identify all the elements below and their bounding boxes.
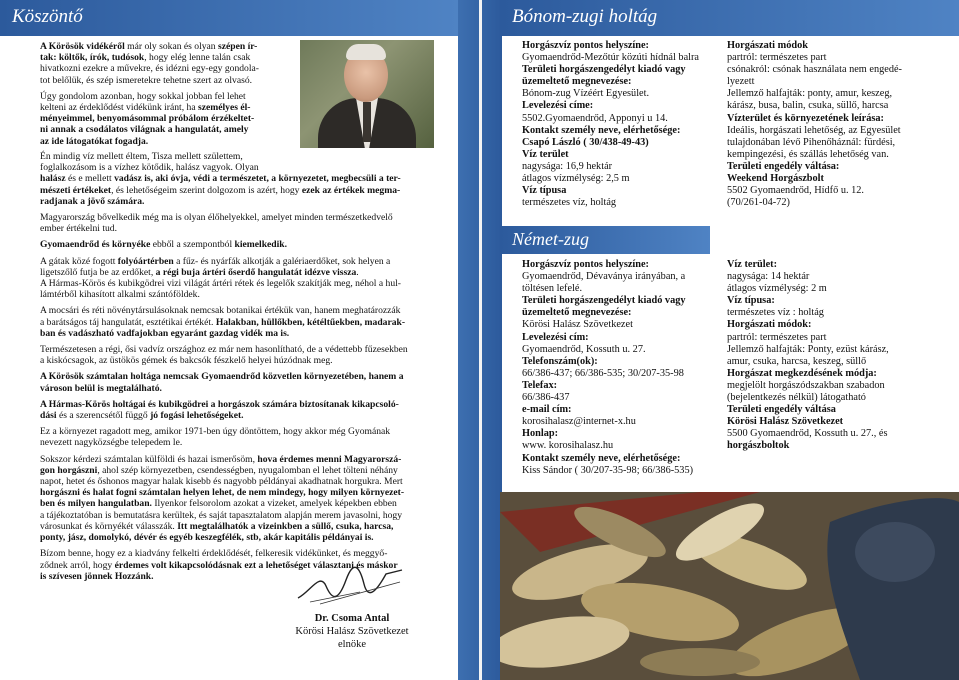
fish-photo	[500, 492, 959, 680]
nemetzug-left-line: Kontakt személy neve, elérhetősége:	[522, 452, 681, 464]
nemetzug-left-line: Területi horgászengedélyt kiadó vagy	[522, 295, 686, 307]
bonom-right-line: kempingezési, és szállás lehetőség van.	[727, 148, 889, 160]
nemetzug-left-line: Gyomaendrőd, Kossuth u. 27.	[522, 343, 646, 355]
fold-line	[479, 0, 482, 680]
nemetzug-col-left	[522, 259, 718, 477]
bonom-right-line: kárász, busa, balin, csuka, süllő, harcsa	[727, 100, 889, 112]
nemetzug-left-line: Gyomaendrőd, Dévaványa irányában, a	[522, 271, 686, 283]
nemetzug-left-line: Telefonszám(ok):	[522, 355, 598, 367]
nemetzug-left-line: Telefax:	[522, 379, 558, 391]
nemetzug-right-line: horgászboltok	[727, 440, 790, 452]
bonom-left-line: 5502.Gyomaendrőd, Apponyi u 14.	[522, 112, 668, 124]
bonom-right-line: Horgászati módok	[727, 40, 808, 51]
nemetzug-right-line: átlagos vízmélység: 2 m	[727, 283, 827, 295]
bonom-right-line: lyezett	[727, 76, 755, 88]
nemetzug-left-line: e-mail cím:	[522, 404, 572, 416]
nemetzug-right-line: Körösi Halász Szövetkezet	[727, 416, 844, 428]
koszonto-title: Köszöntő	[12, 6, 83, 27]
bonom-left-line: nagysága: 16,9 hektár	[522, 160, 613, 172]
nemetzug-right-line: 5500 Gyomaendrőd, Kossuth u. 27., és	[727, 428, 888, 440]
bonom-left-line: Levelezési címe:	[522, 100, 594, 112]
intro-text: A Körösök vidékéről már oly sokan és olyan szépen ír- tak: költők, írók, tudósok, hogy elég lenne talán csak hivatkozni ezekre a művekre, és idézni egy-egy gondola- tot belőlük, és szép ismeretekre tehetne szert az olvasó. Úgy gondolom azonban, hogy sokkal jobban fel lehet kelteni az érdeklődést vidékünk iránt, ha személyes él- ményeimmel, benyomásommal próbálom érzékeltet- ni annak a csodálatos világnak a hangulatát, amely az ide látogatókat fogadja.	[40, 41, 259, 147]
bonom-left-line: Gyomaendrőd-Mezőtúr közúti hídnál balra	[522, 52, 699, 64]
nemetzug-right-line: partról: természetes part	[727, 331, 827, 343]
nemetzug-right-line: Víz terület:	[727, 259, 778, 270]
bonom-left-line: Kontakt személy neve, elérhetősége:	[522, 124, 681, 136]
bonom-col-right	[727, 40, 952, 209]
nemetzug-right-line: nagysága: 14 hektár	[727, 271, 810, 283]
bonom-right-line: csónakról: csónak használata nem engedé-	[727, 64, 902, 76]
nemetzug-left-line: Körösi Halász Szövetkezet	[522, 319, 633, 331]
nemetzug-right-line: amur, csuka, harcsa, keszeg, süllő	[727, 355, 867, 367]
nemetzug-left-line: www. korosihalasz.hu	[522, 440, 614, 452]
bonom-right-line: Weekend Horgászbolt	[727, 173, 824, 185]
nemetzug-left-line: korosihalasz@internet-x.hu	[522, 416, 636, 428]
nemetzug-right-line: (bejelentkezés nélkül) látogatható	[727, 392, 866, 404]
nemetzug-right-line: természetes víz : holtág	[727, 307, 824, 319]
bonom-header-bar	[500, 0, 959, 36]
koszonto-header-bar	[0, 0, 458, 36]
bonom-right-line: Vízterület és környezetének leírása:	[727, 112, 884, 124]
bonom-right-line: 5502 Gyomaendrőd, Hídfő u. 12.	[727, 185, 864, 197]
nemetzug-title: Német-zug	[512, 229, 589, 249]
nemetzug-left-line: 66/386-437; 66/386-535; 30/207-35-98	[522, 367, 684, 379]
handwritten-signature	[290, 562, 410, 610]
bonom-left-line: Csapó László ( 30/438-49-43)	[522, 136, 649, 148]
nemetzug-left-line: töltésen lefelé.	[522, 283, 583, 295]
body-text: Én mindig víz mellett éltem, Tisza mellett születtem, foglalkozásom is a vízhez kötődik, halász vagyok. Olyan halász és e mellett vadász is, aki óvja, védi a természetet, a környezetet, megbecsüli a ter- mészeti értékeket, és lehetőségeim szerint dolgozom is azért, hogy ezek az értékek megma- radjanak a jövő számára. Magyarország bővelkedik még ma is olyan élőhelyekkel, amelyet minden természetkedvelő ember értékelni tud. Gyomaendrőd és környéke ebből a szempontból kiemelkedik. A gátak közé fogott folyóártérben a fűz- és nyárfák alkotják a galériaerdőket, sok helyen a ligetszőlő futja be az erdőket, a régi buja ártéri őserdő hangulatát idézve vissza. A Hármas-Körös és kubikgödrei vizi világát ártéri rétek és legelők szakítják meg, néhol a hul- lámtérből kihasított alkalmi szántóföldek. A mocsári és réti növénytársulásoknak nemcsak botanikai értékük van, hanem meghatározzák a barátságos táj hangulatát, esztétikai értékét. Halakban, hüllőkben, kétéltűekben, madarak- ban és vadászható vadfajokban egyaránt gazdag vidék ma is. Természetesen a régi, ősi vadvíz országhoz ez már nem hasonlítható, de a védettebb fűzesekben a kiskócsagok, az üstökös gémek és bakcsók fészkelő helyei húzódnak meg. A Körösök számtalan holtága nemcsak Gyomaendrőd közvetlen környezetében, hanem a városon belül is megtalálható. A Hármas-Körös holtágai és kubikgödrei a horgászok számára biztosítanak kikapcsoló- dási és a szerencsétől függő jó fogási lehetőségeket. Ez a környezet ragadott meg, amikor 1971-ben úgy döntöttem, hogy akkor még Gyomának nevezett nagyközségbe telepedem le. Sokszor kérdezi számtalan külföldi és hazai ismerősöm, hova érdemes menni Magyarorszá- gon horgászni, ahol szép környezetben, csendességben, nyugalomban el lehet tölteni néhány napot, hetet és őshonos magyar halak kisebb és nagyobb példányai akadhatnak horgukra. Mert horgászni és halat fogni számtalan helyen lehet, de nem mindegy, hogy milyen környezet- ben és milyen hangulatban. Ilyenkor felsorolom azokat a vizeket, amelyek képekben ebben a tájékoztatóban is bemutatásra kerültek, és saját tapasztalatom alapján merem javasolni, hogy városunkat és környékét válasszák. Itt megtalálhatók a vizeinkben a süllő, csuka, harcsa, ponty, jász, domolykó, dévér és egyéb keszegfélék, stb, akár kapitális példányai is. Bízom benne, hogy ez a kiadvány felkelti érdeklődését, felkeresik vidékünket, és meggyő- ződnek arról, hogy érdemes volt kikapcsolódásnak ezt a lehetőséget választani és máskor is szívesen jönnek Hozzánk.	[40, 151, 408, 582]
nemetzug-left-line: Honlap:	[522, 428, 559, 440]
nemetzug-left-line: üzemeltető megnevezése:	[522, 307, 632, 319]
bonom-left-line: Víz terület	[522, 148, 569, 160]
nemetzug-right-line: megjelölt horgászódszakban szabadon	[727, 379, 885, 391]
nemetzug-right-line: Jellemző halfajták: Ponty, ezüst kárász,	[727, 343, 889, 355]
bonom-right-line: (70/261-04-72)	[727, 197, 790, 209]
bonom-left-line: Területi horgászengedélyt kiadó vagy	[522, 64, 686, 76]
bonom-left-line: üzemeltető megnevezése:	[522, 76, 632, 88]
nemetzug-right-line: Horgászati módok:	[727, 319, 812, 331]
bonom-right-line: tulajdonában lévő Pihenőháznál: fürdési,	[727, 136, 896, 148]
nemetzug-right-line: Horgászat megkezdésének módja:	[727, 367, 877, 379]
bonom-left-line: természetes víz, holtág	[522, 197, 617, 209]
bonom-left-line: Bónom-zug Vízéért Egyesület.	[522, 88, 650, 100]
bonom-col-left	[522, 40, 718, 209]
nemetzug-right-line: Víz típusa:	[727, 295, 775, 307]
bonom-left-line: Víz típusa	[522, 185, 567, 197]
signer-role: elnöke	[338, 639, 366, 650]
bonom-left-line: átlagos vízmélység: 2,5 m	[522, 173, 630, 185]
signature-block	[282, 612, 422, 651]
bonom-right-line: Ideális, horgászati lehetőség, az Egyesület	[727, 124, 901, 136]
bonom-left-line: Horgászvíz pontos helyszíne:	[522, 40, 649, 51]
nemetzug-right-line: Területi engedély váltása	[727, 404, 836, 416]
nemetzug-col-right	[727, 259, 952, 453]
nemetzug-header-bar	[500, 226, 710, 254]
signer-org: Körösi Halász Szövetkezet	[295, 626, 409, 637]
bonom-right-line: Területi engedély váltása:	[727, 160, 840, 172]
nemetzug-left-line: Levelezési cím:	[522, 331, 589, 343]
bonom-title: Bónom-zugi holtág	[512, 6, 658, 27]
nemetzug-left-line: Horgászvíz pontos helyszíne:	[522, 259, 649, 270]
signer-name: Dr. Csoma Antal	[314, 613, 390, 624]
bonom-right-line: Jellemző halfajták: ponty, amur, keszeg,	[727, 88, 893, 100]
nemetzug-left-line: 66/386-437	[522, 392, 570, 404]
nemetzug-left-line: Kiss Sándor ( 30/207-35-98; 66/386-535)	[522, 464, 694, 476]
portrait-photo	[300, 40, 434, 148]
bonom-right-line: partról: természetes part	[727, 52, 827, 64]
